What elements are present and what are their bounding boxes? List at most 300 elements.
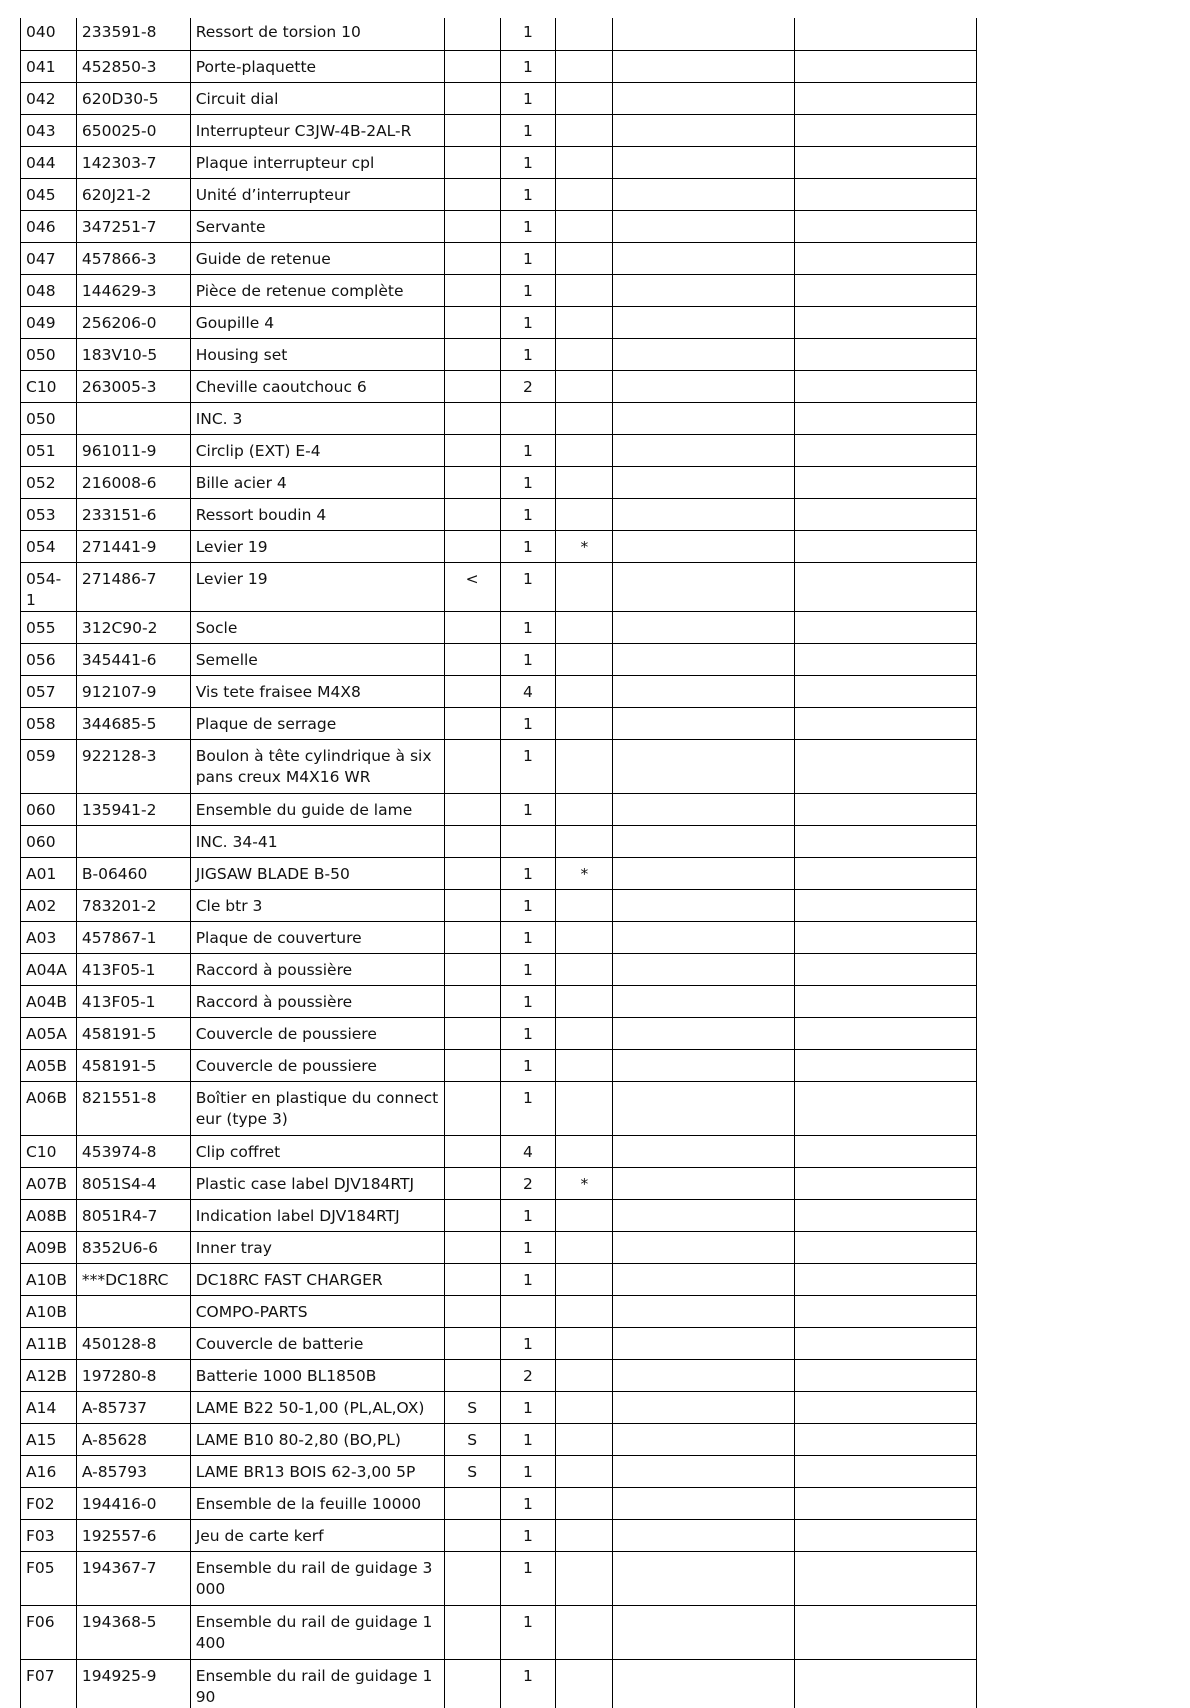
part-number-cell: A-85628 xyxy=(76,1423,190,1455)
note-cell xyxy=(444,530,500,562)
item-number-cell: 060 xyxy=(21,793,77,825)
empty-cell xyxy=(794,1455,976,1487)
empty-cell xyxy=(794,18,976,50)
table-row xyxy=(21,985,977,1017)
note-cell xyxy=(444,466,500,498)
parts-list-body xyxy=(21,18,977,1708)
mark-cell xyxy=(556,466,613,498)
part-number-cell: 271486-7 xyxy=(76,562,190,611)
empty-cell xyxy=(794,953,976,985)
item-number-cell: A10B xyxy=(21,1295,77,1327)
table-row xyxy=(21,921,977,953)
table-row xyxy=(21,1263,977,1295)
empty-cell xyxy=(613,1391,794,1423)
description-cell: Ensemble du rail de guidage 1400 xyxy=(190,1605,444,1659)
empty-cell xyxy=(794,434,976,466)
note-cell xyxy=(444,793,500,825)
description-cell: Couvercle de poussiere xyxy=(190,1049,444,1081)
quantity-cell: 1 xyxy=(500,985,556,1017)
item-number-cell: F02 xyxy=(21,1487,77,1519)
empty-cell xyxy=(794,1049,976,1081)
table-row xyxy=(21,643,977,675)
description-cell: Plaque interrupteur cpl xyxy=(190,146,444,178)
empty-cell xyxy=(794,338,976,370)
empty-cell xyxy=(794,1199,976,1231)
part-number-cell: 413F05-1 xyxy=(76,953,190,985)
empty-cell xyxy=(794,210,976,242)
empty-cell xyxy=(794,114,976,146)
description-cell: DC18RC FAST CHARGER xyxy=(190,1263,444,1295)
quantity-cell: 1 xyxy=(500,793,556,825)
description-cell: Boîtier en plastique du connecteur (type 3) xyxy=(190,1081,444,1135)
empty-cell xyxy=(613,1659,794,1708)
quantity-cell: 4 xyxy=(500,1135,556,1167)
empty-cell xyxy=(794,1327,976,1359)
mark-cell xyxy=(556,114,613,146)
empty-cell xyxy=(613,562,794,611)
part-number-cell: 783201-2 xyxy=(76,889,190,921)
description-cell: Ressort boudin 4 xyxy=(190,498,444,530)
empty-cell xyxy=(613,707,794,739)
item-number-cell: 040 xyxy=(21,18,77,50)
mark-cell: * xyxy=(556,857,613,889)
part-number-cell: 821551-8 xyxy=(76,1081,190,1135)
mark-cell xyxy=(556,82,613,114)
description-cell: Vis tete fraisee M4X8 xyxy=(190,675,444,707)
mark-cell xyxy=(556,739,613,793)
quantity-cell: 1 xyxy=(500,242,556,274)
item-number-cell: A08B xyxy=(21,1199,77,1231)
quantity-cell: 1 xyxy=(500,498,556,530)
quantity-cell: 1 xyxy=(500,146,556,178)
table-row xyxy=(21,1487,977,1519)
empty-cell xyxy=(794,306,976,338)
description-cell: Goupille 4 xyxy=(190,306,444,338)
table-row xyxy=(21,498,977,530)
part-number-cell: 194367-7 xyxy=(76,1551,190,1605)
note-cell xyxy=(444,985,500,1017)
part-number-cell: 452850-3 xyxy=(76,50,190,82)
empty-cell xyxy=(794,643,976,675)
description-cell: Levier 19 xyxy=(190,530,444,562)
empty-cell xyxy=(613,857,794,889)
item-number-cell: 058 xyxy=(21,707,77,739)
description-cell: Ensemble du guide de lame xyxy=(190,793,444,825)
mark-cell xyxy=(556,1487,613,1519)
table-row xyxy=(21,114,977,146)
quantity-cell: 1 xyxy=(500,1231,556,1263)
description-cell: Bille acier 4 xyxy=(190,466,444,498)
note-cell xyxy=(444,1263,500,1295)
part-number-cell xyxy=(76,1295,190,1327)
description-cell: Inner tray xyxy=(190,1231,444,1263)
description-cell: Circuit dial xyxy=(190,82,444,114)
mark-cell xyxy=(556,18,613,50)
empty-cell xyxy=(794,402,976,434)
empty-cell xyxy=(613,643,794,675)
description-cell: Unité d’interrupteur xyxy=(190,178,444,210)
part-number-cell: B-06460 xyxy=(76,857,190,889)
empty-cell xyxy=(794,1605,976,1659)
item-number-cell: 044 xyxy=(21,146,77,178)
note-cell: S xyxy=(444,1423,500,1455)
table-row xyxy=(21,146,977,178)
description-cell: Ensemble du rail de guidage 190 xyxy=(190,1659,444,1708)
mark-cell: * xyxy=(556,530,613,562)
table-row xyxy=(21,1551,977,1605)
empty-cell xyxy=(613,1167,794,1199)
empty-cell xyxy=(794,1659,976,1708)
note-cell xyxy=(444,1081,500,1135)
table-row xyxy=(21,825,977,857)
item-number-cell: 052 xyxy=(21,466,77,498)
description-cell: Circlip (EXT) E-4 xyxy=(190,434,444,466)
empty-cell xyxy=(613,985,794,1017)
empty-cell xyxy=(613,1359,794,1391)
mark-cell xyxy=(556,675,613,707)
quantity-cell: 1 xyxy=(500,50,556,82)
description-cell: Porte-plaquette xyxy=(190,50,444,82)
mark-cell xyxy=(556,643,613,675)
empty-cell xyxy=(613,50,794,82)
note-cell xyxy=(444,242,500,274)
empty-cell xyxy=(613,466,794,498)
note-cell xyxy=(444,1167,500,1199)
item-number-cell: 059 xyxy=(21,739,77,793)
table-row xyxy=(21,611,977,643)
table-row xyxy=(21,1231,977,1263)
description-cell: Cle btr 3 xyxy=(190,889,444,921)
item-number-cell: 042 xyxy=(21,82,77,114)
note-cell xyxy=(444,921,500,953)
note-cell xyxy=(444,498,500,530)
note-cell: S xyxy=(444,1455,500,1487)
item-number-cell: A09B xyxy=(21,1231,77,1263)
part-number-cell: 233151-6 xyxy=(76,498,190,530)
part-number-cell: 450128-8 xyxy=(76,1327,190,1359)
empty-cell xyxy=(794,562,976,611)
empty-cell xyxy=(794,1551,976,1605)
empty-cell xyxy=(613,370,794,402)
item-number-cell: 041 xyxy=(21,50,77,82)
table-row xyxy=(21,370,977,402)
description-cell: INC. 34-41 xyxy=(190,825,444,857)
description-cell: Pièce de retenue complète xyxy=(190,274,444,306)
note-cell xyxy=(444,402,500,434)
part-number-cell: 233591-8 xyxy=(76,18,190,50)
description-cell: INC. 3 xyxy=(190,402,444,434)
empty-cell xyxy=(613,498,794,530)
description-cell: LAME B22 50-1,00 (PL,AL,OX) xyxy=(190,1391,444,1423)
item-number-cell: A11B xyxy=(21,1327,77,1359)
empty-cell xyxy=(613,1081,794,1135)
empty-cell xyxy=(794,242,976,274)
note-cell xyxy=(444,825,500,857)
description-cell: COMPO-PARTS xyxy=(190,1295,444,1327)
empty-cell xyxy=(613,1487,794,1519)
table-row xyxy=(21,50,977,82)
part-number-cell: 8352U6-6 xyxy=(76,1231,190,1263)
note-cell: S xyxy=(444,1391,500,1423)
empty-cell xyxy=(794,146,976,178)
table-row xyxy=(21,1167,977,1199)
part-number-cell: 620J21-2 xyxy=(76,178,190,210)
empty-cell xyxy=(794,274,976,306)
table-row xyxy=(21,18,977,50)
note-cell xyxy=(444,370,500,402)
part-number-cell xyxy=(76,825,190,857)
description-cell: Interrupteur C3JW-4B-2AL-R xyxy=(190,114,444,146)
quantity-cell: 1 xyxy=(500,1519,556,1551)
part-number-cell: 650025-0 xyxy=(76,114,190,146)
note-cell xyxy=(444,611,500,643)
quantity-cell: 1 xyxy=(500,434,556,466)
quantity-cell: 2 xyxy=(500,1359,556,1391)
quantity-cell: 1 xyxy=(500,1659,556,1708)
item-number-cell: 054-1 xyxy=(21,562,77,611)
empty-cell xyxy=(794,825,976,857)
empty-cell xyxy=(613,611,794,643)
quantity-cell: 1 xyxy=(500,1487,556,1519)
mark-cell xyxy=(556,498,613,530)
empty-cell xyxy=(613,739,794,793)
empty-cell xyxy=(613,1049,794,1081)
item-number-cell: F03 xyxy=(21,1519,77,1551)
mark-cell xyxy=(556,1455,613,1487)
table-row xyxy=(21,857,977,889)
quantity-cell xyxy=(500,402,556,434)
empty-cell xyxy=(613,18,794,50)
part-number-cell: 192557-6 xyxy=(76,1519,190,1551)
part-number-cell: 457866-3 xyxy=(76,242,190,274)
note-cell xyxy=(444,274,500,306)
item-number-cell: A14 xyxy=(21,1391,77,1423)
table-row xyxy=(21,1455,977,1487)
table-row xyxy=(21,1199,977,1231)
note-cell xyxy=(444,306,500,338)
part-number-cell: 345441-6 xyxy=(76,643,190,675)
part-number-cell: 144629-3 xyxy=(76,274,190,306)
item-number-cell: C10 xyxy=(21,1135,77,1167)
description-cell: Plastic case label DJV184RTJ xyxy=(190,1167,444,1199)
quantity-cell: 1 xyxy=(500,114,556,146)
quantity-cell: 1 xyxy=(500,1263,556,1295)
description-cell: LAME B10 80-2,80 (BO,PL) xyxy=(190,1423,444,1455)
table-row xyxy=(21,82,977,114)
quantity-cell: 1 xyxy=(500,530,556,562)
part-number-cell: A-85793 xyxy=(76,1455,190,1487)
quantity-cell: 1 xyxy=(500,1423,556,1455)
empty-cell xyxy=(794,707,976,739)
item-number-cell: 050 xyxy=(21,402,77,434)
table-row xyxy=(21,1327,977,1359)
description-cell: Plaque de serrage xyxy=(190,707,444,739)
mark-cell xyxy=(556,889,613,921)
part-number-cell: ***DC18RC xyxy=(76,1263,190,1295)
mark-cell xyxy=(556,1359,613,1391)
item-number-cell: 047 xyxy=(21,242,77,274)
mark-cell xyxy=(556,402,613,434)
description-cell: Servante xyxy=(190,210,444,242)
item-number-cell: A04B xyxy=(21,985,77,1017)
table-row xyxy=(21,274,977,306)
empty-cell xyxy=(613,793,794,825)
table-row xyxy=(21,739,977,793)
description-cell: Cheville caoutchouc 6 xyxy=(190,370,444,402)
note-cell xyxy=(444,1199,500,1231)
note-cell xyxy=(444,1519,500,1551)
mark-cell xyxy=(556,1423,613,1455)
mark-cell xyxy=(556,921,613,953)
table-row xyxy=(21,402,977,434)
item-number-cell: A15 xyxy=(21,1423,77,1455)
empty-cell xyxy=(613,889,794,921)
quantity-cell xyxy=(500,1295,556,1327)
quantity-cell: 1 xyxy=(500,178,556,210)
empty-cell xyxy=(613,953,794,985)
table-row xyxy=(21,1081,977,1135)
item-number-cell: 049 xyxy=(21,306,77,338)
mark-cell xyxy=(556,1231,613,1263)
mark-cell xyxy=(556,146,613,178)
quantity-cell: 1 xyxy=(500,889,556,921)
item-number-cell: A05A xyxy=(21,1017,77,1049)
description-cell: Ensemble de la feuille 10000 xyxy=(190,1487,444,1519)
empty-cell xyxy=(613,825,794,857)
empty-cell xyxy=(794,498,976,530)
item-number-cell: A12B xyxy=(21,1359,77,1391)
quantity-cell: 1 xyxy=(500,274,556,306)
part-number-cell: 344685-5 xyxy=(76,707,190,739)
empty-cell xyxy=(794,739,976,793)
note-cell xyxy=(444,1295,500,1327)
part-number-cell: 453974-8 xyxy=(76,1135,190,1167)
empty-cell xyxy=(794,1519,976,1551)
empty-cell xyxy=(613,146,794,178)
empty-cell xyxy=(613,1551,794,1605)
empty-cell xyxy=(613,1605,794,1659)
note-cell xyxy=(444,210,500,242)
empty-cell xyxy=(613,1231,794,1263)
table-row xyxy=(21,1391,977,1423)
empty-cell xyxy=(613,921,794,953)
quantity-cell: 1 xyxy=(500,338,556,370)
mark-cell xyxy=(556,50,613,82)
quantity-cell: 1 xyxy=(500,1049,556,1081)
item-number-cell: 057 xyxy=(21,675,77,707)
table-row xyxy=(21,242,977,274)
part-number-cell: 922128-3 xyxy=(76,739,190,793)
mark-cell xyxy=(556,1199,613,1231)
description-cell: Socle xyxy=(190,611,444,643)
item-number-cell: 046 xyxy=(21,210,77,242)
table-row xyxy=(21,338,977,370)
description-cell: Housing set xyxy=(190,338,444,370)
item-number-cell: 045 xyxy=(21,178,77,210)
part-number-cell: 961011-9 xyxy=(76,434,190,466)
description-cell: Semelle xyxy=(190,643,444,675)
mark-cell xyxy=(556,953,613,985)
item-number-cell: A06B xyxy=(21,1081,77,1135)
note-cell xyxy=(444,1659,500,1708)
table-row xyxy=(21,1423,977,1455)
empty-cell xyxy=(613,274,794,306)
empty-cell xyxy=(794,1135,976,1167)
table-row xyxy=(21,466,977,498)
empty-cell xyxy=(794,370,976,402)
empty-cell xyxy=(613,1135,794,1167)
description-cell: Clip coffret xyxy=(190,1135,444,1167)
note-cell xyxy=(444,1135,500,1167)
empty-cell xyxy=(613,1519,794,1551)
table-row xyxy=(21,793,977,825)
mark-cell xyxy=(556,1081,613,1135)
empty-cell xyxy=(613,1199,794,1231)
empty-cell xyxy=(794,857,976,889)
part-number-cell xyxy=(76,402,190,434)
part-number-cell: 458191-5 xyxy=(76,1017,190,1049)
quantity-cell: 1 xyxy=(500,210,556,242)
description-cell: Ressort de torsion 10 xyxy=(190,18,444,50)
description-cell: Couvercle de batterie xyxy=(190,1327,444,1359)
part-number-cell: 8051S4-4 xyxy=(76,1167,190,1199)
quantity-cell: 1 xyxy=(500,1551,556,1605)
quantity-cell: 1 xyxy=(500,953,556,985)
part-number-cell: 312C90-2 xyxy=(76,611,190,643)
quantity-cell: 1 xyxy=(500,1455,556,1487)
description-cell: Raccord à poussière xyxy=(190,985,444,1017)
note-cell xyxy=(444,675,500,707)
empty-cell xyxy=(613,1423,794,1455)
mark-cell xyxy=(556,1551,613,1605)
part-number-cell: 183V10-5 xyxy=(76,338,190,370)
note-cell xyxy=(444,1049,500,1081)
item-number-cell: F07 xyxy=(21,1659,77,1708)
empty-cell xyxy=(794,1231,976,1263)
empty-cell xyxy=(613,242,794,274)
table-row xyxy=(21,1659,977,1708)
part-number-cell: 216008-6 xyxy=(76,466,190,498)
part-number-cell: 142303-7 xyxy=(76,146,190,178)
note-cell xyxy=(444,1551,500,1605)
table-row xyxy=(21,889,977,921)
empty-cell xyxy=(794,1423,976,1455)
empty-cell xyxy=(613,306,794,338)
quantity-cell: 1 xyxy=(500,1391,556,1423)
item-number-cell: F05 xyxy=(21,1551,77,1605)
item-number-cell: A01 xyxy=(21,857,77,889)
quantity-cell: 1 xyxy=(500,1017,556,1049)
item-number-cell: 053 xyxy=(21,498,77,530)
empty-cell xyxy=(794,1263,976,1295)
note-cell xyxy=(444,1359,500,1391)
empty-cell xyxy=(794,793,976,825)
empty-cell xyxy=(613,1295,794,1327)
empty-cell xyxy=(613,1327,794,1359)
note-cell xyxy=(444,1605,500,1659)
note-cell xyxy=(444,643,500,675)
description-cell: Ensemble du rail de guidage 3000 xyxy=(190,1551,444,1605)
empty-cell xyxy=(794,1167,976,1199)
item-number-cell: A05B xyxy=(21,1049,77,1081)
note-cell xyxy=(444,889,500,921)
quantity-cell: 1 xyxy=(500,1327,556,1359)
note-cell xyxy=(444,953,500,985)
empty-cell xyxy=(794,675,976,707)
empty-cell xyxy=(613,1017,794,1049)
part-number-cell: 271441-9 xyxy=(76,530,190,562)
item-number-cell: 051 xyxy=(21,434,77,466)
